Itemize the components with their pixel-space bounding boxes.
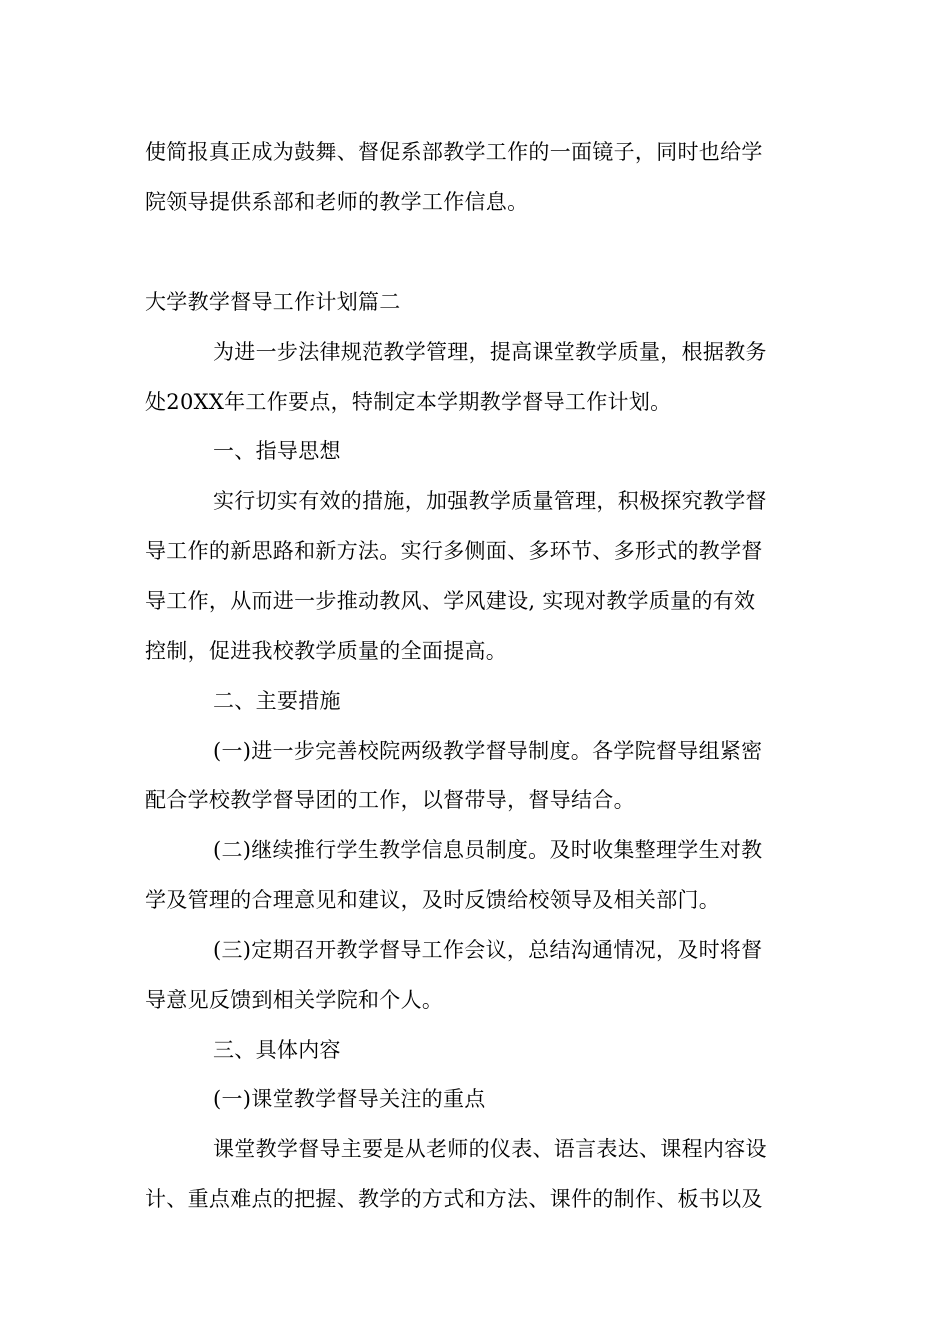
paragraph-line: 处20XX年工作要点，特制定本学期教学督导工作计划。 xyxy=(145,390,672,414)
heading-guiding-thought: 一、指导思想 xyxy=(213,439,341,463)
paragraph-line: 院领导提供系部和老师的教学工作信息。 xyxy=(145,190,529,214)
paragraph-line: 导意见反馈到相关学院和个人。 xyxy=(145,988,444,1012)
paragraph-line: 计、重点难点的把握、教学的方式和方法、课件的制作、板书以及 xyxy=(145,1187,763,1211)
heading-specific-content: 三、具体内容 xyxy=(213,1038,341,1062)
paragraph-line: (二)继续推行学生教学信息员制度。及时收集整理学生对教 xyxy=(213,838,763,862)
paragraph-line: 导工作，从而进一步推动教风、学风建设, 实现对教学质量的有效 xyxy=(145,589,756,613)
paragraph-line: 学及管理的合理意见和建议，及时反馈给校领导及相关部门。 xyxy=(145,888,721,912)
paragraph-line: 控制，促进我校教学质量的全面提高。 xyxy=(145,639,508,663)
paragraph-line: 导工作的新思路和新方法。实行多侧面、多环节、多形式的教学督 xyxy=(145,539,763,563)
section-title: 大学教学督导工作计划篇二 xyxy=(145,290,401,314)
subheading-classroom-focus: (一)课堂教学督导关注的重点 xyxy=(213,1087,486,1111)
paragraph-line: 实行切实有效的措施，加强教学质量管理，积极探究教学督 xyxy=(213,489,767,513)
paragraph-line: (一)进一步完善校院两级教学督导制度。各学院督导组紧密 xyxy=(213,739,763,763)
paragraph-line: 使简报真正成为鼓舞、督促系部教学工作的一面镜子，同时也给学 xyxy=(145,140,763,164)
heading-main-measures: 二、主要措施 xyxy=(213,689,341,713)
paragraph-line: 配合学校教学督导团的工作，以督带导，督导结合。 xyxy=(145,788,635,812)
paragraph-line: 课堂教学督导主要是从老师的仪表、语言表达、课程内容设 xyxy=(213,1137,767,1161)
paragraph-line: (三)定期召开教学督导工作会议，总结沟通情况，及时将督 xyxy=(213,938,763,962)
paragraph-line: 为进一步法律规范教学管理，提高课堂教学质量，根据教务 xyxy=(213,340,767,364)
